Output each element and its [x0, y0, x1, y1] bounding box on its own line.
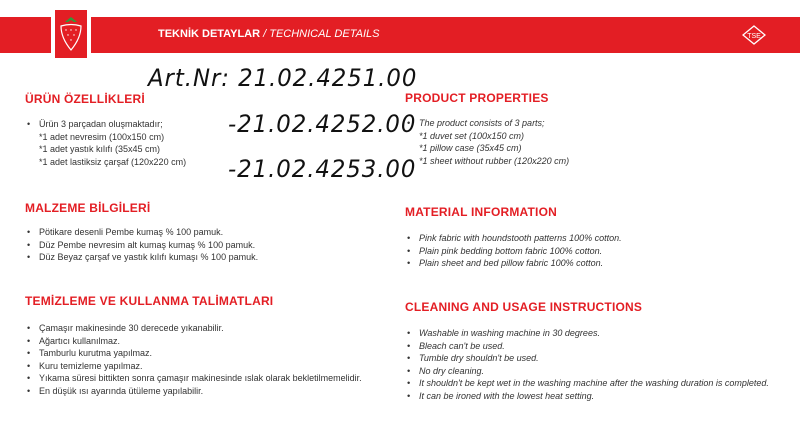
list-item: • En düşük ısı ayarında ütüleme yapılabilir. — [25, 385, 362, 398]
material-list-en — [405, 232, 622, 270]
art-number: -21.02.4253.00 — [228, 155, 417, 183]
list-item: • Tamburlu kurutma yapılmaz. — [25, 347, 362, 360]
list-item: *1 pillow case (35x45 cm) — [419, 143, 522, 153]
header-title: TEKNİK DETAYLAR / TECHNICAL DETAILS — [158, 28, 380, 40]
art-number: Art.Nr: 21.02.4251.00 — [148, 64, 418, 92]
product-properties-list-en — [405, 117, 569, 167]
cleaning-list-en — [405, 327, 769, 402]
cleaning-heading-en: CLEANING AND USAGE INSTRUCTIONS — [405, 300, 643, 314]
list-item: *1 adet yastık kılıfı (35x45 cm) — [39, 144, 161, 154]
product-properties-list-tr — [25, 118, 186, 168]
list-item: • Yıkama süresi bittikten sonra çamaşır makinesinde ıslak olarak bekletilmemelidir. — [25, 372, 362, 385]
cleaning-list-tr — [25, 322, 362, 397]
list-item: *1 adet lastiksiz çarşaf (120x220 cm) — [39, 156, 187, 167]
list-item: • Ürün 3 parçadan oluşmaktadır; — [25, 118, 186, 131]
cleaning-heading-tr: TEMİZLEME VE KULLANMA TALİMATLARI — [25, 294, 274, 308]
list-item: • Pink fabric with houndstooth patterns 100% cotton. — [405, 232, 622, 245]
list-item: *1 adet nevresim (100x150 cm) — [39, 131, 165, 142]
svg-text:TSE: TSE — [747, 33, 761, 40]
list-item: • Bleach can't be used. — [405, 340, 769, 353]
list-item: • Plain sheet and bed pillow fabric 100% cotton. — [405, 257, 622, 270]
art-number: -21.02.4252.00 — [228, 110, 417, 138]
list-item: • Düz Beyaz çarşaf ve yastık kılıfı kumaşı % 100 pamuk. — [25, 251, 258, 264]
list-item: • Kuru temizleme yapılmaz. — [25, 360, 362, 373]
header-band-left — [0, 17, 51, 53]
list-item: • Çamaşır makinesinde 30 derecede yıkanabilir. — [25, 322, 362, 335]
list-item: • Tumble dry shouldn't be used. — [405, 352, 769, 365]
list-item: • The product consists of 3 parts; — [405, 117, 569, 130]
list-item: • Ağartıcı kullanılmaz. — [25, 335, 362, 348]
list-item: • It shouldn't be kept wet in the washing machine after the washing duration is completed. — [405, 377, 769, 390]
strawberry-logo — [55, 10, 87, 58]
material-heading-en: MATERIAL INFORMATION — [405, 205, 557, 219]
material-list-tr — [25, 226, 258, 264]
product-properties-heading-en: PRODUCT PROPERTIES — [405, 91, 549, 105]
list-item: • No dry cleaning. — [405, 365, 769, 378]
list-item: • Plain pink bedding bottom fabric 100% cotton. — [405, 245, 622, 258]
list-item: • Washable in washing machine in 30 degrees. — [405, 327, 769, 340]
list-item: *1 duvet set (100x150 cm) — [419, 130, 525, 141]
list-item: • Pötikare desenli Pembe kumaş % 100 pamuk. — [25, 226, 258, 239]
list-item: *1 sheet without rubber (120x220 cm) — [419, 155, 570, 166]
material-heading-tr: MALZEME BİLGİLERİ — [25, 201, 151, 215]
product-properties-heading-tr: ÜRÜN ÖZELLİKLERİ — [25, 92, 145, 106]
list-item: • It can be ironed with the lowest heat setting. — [405, 390, 769, 403]
tse-certification-icon — [742, 25, 766, 50]
list-item: • Düz Pembe nevresim alt kumaş kumaş % 100 pamuk. — [25, 239, 258, 252]
